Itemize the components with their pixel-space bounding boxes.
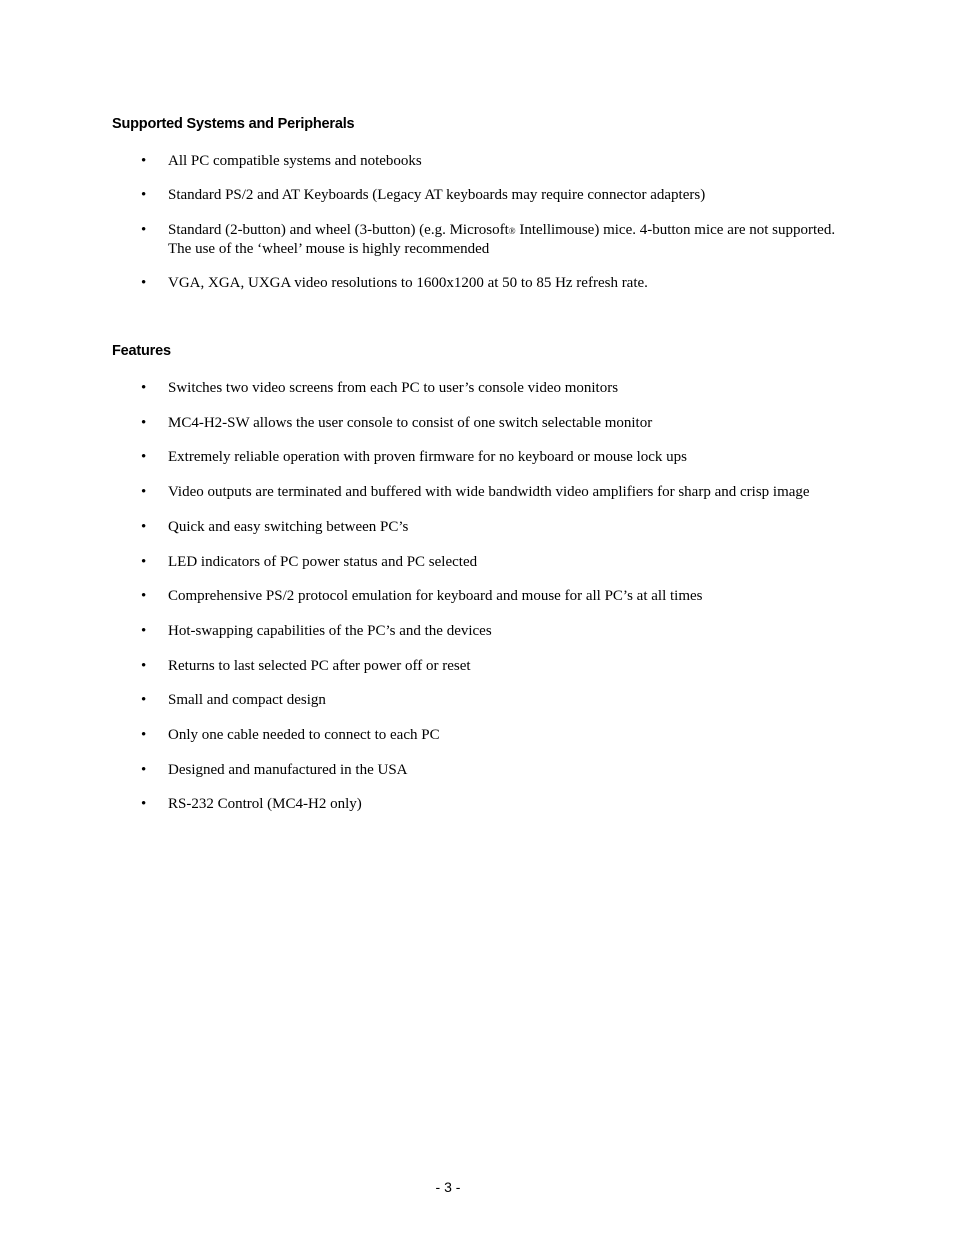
section-heading-features: Features (112, 343, 171, 359)
bullet-icon: • (141, 187, 147, 203)
bullet-icon: • (141, 222, 147, 238)
list-item-text: Standard PS/2 and AT Keyboards (Legacy AT keyboards may require connector adapters) (168, 187, 706, 203)
bullet-icon: • (141, 519, 147, 535)
bullet-icon: • (141, 692, 147, 708)
list-item-text: Video outputs are terminated and buffered with wide bandwidth video amplifiers for sharp and crisp image (168, 484, 810, 500)
list-item-text: Returns to last selected PC after power off or reset (168, 658, 471, 674)
list-item-text: All PC compatible systems and notebooks (168, 153, 422, 169)
text-segment: Standard (2-button) and wheel (3-button) (e.g. Microsoft (168, 222, 509, 238)
text-segment: Intellimouse) mice. 4-button mice are not supported. (515, 222, 836, 238)
page-number: - 3 - (435, 1179, 461, 1195)
section-heading-supported: Supported Systems and Peripherals (112, 116, 355, 132)
bullet-icon: • (141, 762, 147, 778)
bullet-icon: • (141, 484, 147, 500)
bullet-icon: • (141, 554, 147, 570)
list-item-text: Designed and manufactured in the USA (168, 762, 408, 778)
list-item-text: LED indicators of PC power status and PC selected (168, 554, 478, 570)
bullet-icon: • (141, 449, 147, 465)
bullet-icon: • (141, 796, 147, 812)
bullet-icon: • (141, 415, 147, 431)
list-item-text: Switches two video screens from each PC to user’s console video monitors (168, 380, 619, 396)
bullet-icon: • (141, 623, 147, 639)
list-item-text: Extremely reliable operation with proven firmware for no keyboard or mouse lock ups (168, 449, 688, 465)
list-item-text: Small and compact design (168, 692, 326, 708)
list-item-text: VGA, XGA, UXGA video resolutions to 1600x1200 at 50 to 85 Hz refresh rate. (168, 275, 648, 291)
registered-mark: ® (508, 226, 516, 236)
list-item-text: Hot-swapping capabilities of the PC’s and the devices (168, 623, 492, 639)
bullet-icon: • (141, 658, 147, 674)
list-item-text: MC4-H2-SW allows the user console to consist of one switch selectable monitor (168, 415, 653, 431)
list-item-text (168, 221, 878, 258)
bullet-icon: • (141, 275, 147, 291)
bullet-icon: • (141, 588, 147, 604)
list-item-text: Only one cable needed to connect to each PC (168, 727, 440, 743)
list-item-text: Comprehensive PS/2 protocol emulation for keyboard and mouse for all PC’s at all times (168, 588, 703, 604)
bullet-icon: • (141, 153, 147, 169)
list-item-text: RS-232 Control (MC4-H2 only) (168, 796, 362, 812)
bullet-icon: • (141, 727, 147, 743)
text-segment: The use of the ‘wheel’ mouse is highly recommended (168, 241, 490, 257)
bullet-icon: • (141, 380, 147, 396)
list-item-text: Quick and easy switching between PC’s (168, 519, 409, 535)
